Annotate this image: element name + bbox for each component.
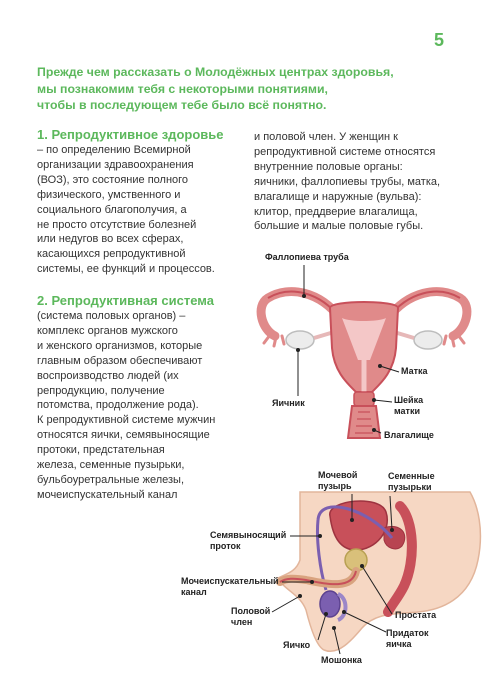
testis xyxy=(320,591,340,617)
section1-heading: 1. Репродуктивное здоровье xyxy=(37,127,224,142)
label-uterus: Матка xyxy=(401,366,428,376)
label-urethra xyxy=(181,576,279,598)
label-seminal-vesicles xyxy=(388,471,435,493)
section1-line: не просто отсутствие болезней xyxy=(37,218,197,231)
section2-line: и женского организмов, которые xyxy=(37,339,203,352)
section2-line: протоки, предстательная xyxy=(37,444,165,457)
label-epididymis-line: Придаток xyxy=(386,628,429,638)
right-line: репродуктивной системе относятся xyxy=(254,145,436,158)
intro-line: мы познакомим тебя с некоторыми понятиями, xyxy=(37,81,328,96)
label-penis xyxy=(231,606,270,628)
label-ovary: Яичник xyxy=(272,398,305,408)
label-scrotum: Мошонка xyxy=(321,655,362,665)
right-line: клитор, преддверие влагалища, xyxy=(254,205,418,218)
label-bladder-line: Мочевой xyxy=(318,470,358,480)
section2-line: железа, семенные пузырьки, xyxy=(37,459,185,472)
right-line: влагалище и наружные (вульва): xyxy=(254,190,422,203)
section2-line: (система половых органов) – xyxy=(37,310,186,322)
intro-line: Прежде чем рассказать о Молодёжных центрах здоровья, xyxy=(37,65,394,79)
section1-line: системы, ее функций и процессов. xyxy=(37,263,215,276)
section2-line: комплекс органов мужского xyxy=(37,324,178,337)
page-number: 5 xyxy=(434,30,445,50)
label-epididymis xyxy=(386,628,429,650)
section2-heading: 2. Репродуктивная система xyxy=(37,293,214,308)
label-penis-line: Половой xyxy=(231,606,271,616)
section2-line: главным образом обеспечивают xyxy=(37,354,203,367)
right-line: яичники, фаллопиевы трубы, матка, xyxy=(254,175,441,188)
right-line: внутренние половые органы: xyxy=(254,160,403,173)
label-urethra-line: Мочеиспускательный xyxy=(181,576,279,586)
label-urethra-line: канал xyxy=(181,587,207,597)
label-prostate: Простата xyxy=(395,610,437,620)
label-vas-deferens-line: проток xyxy=(210,541,241,551)
section2-line: относятся яички, семявыносящие xyxy=(37,429,210,442)
label-penis-line: член xyxy=(231,617,253,627)
right-line: большие и малые половые губы. xyxy=(254,220,424,233)
section2-line: потомства, продолжение рода). xyxy=(37,399,199,412)
label-bladder-line: пузырь xyxy=(318,481,352,491)
section1-line: физического, умственного и xyxy=(37,188,181,201)
section2-line: мочеиспускательный канал xyxy=(37,488,178,501)
section2-line: воспроизводство людей (их xyxy=(37,369,179,382)
section1-line: или недугов во всех сферах, xyxy=(37,233,184,246)
label-testis: Яичко xyxy=(283,640,311,650)
label-seminal-vesicles-line: пузырьки xyxy=(388,482,432,492)
section1-line: организации здравоохранения xyxy=(37,158,194,171)
section1-line: социального благополучия, а xyxy=(37,203,187,216)
label-cervix-line: матки xyxy=(394,406,420,416)
label-seminal-vesicles-line: Семенные xyxy=(388,471,435,481)
section2-line: репродукцию, получение xyxy=(37,384,165,397)
intro-line: чтобы в последующем тебе было всё понятно. xyxy=(37,98,327,113)
section1-line: (ВОЗ), это состояние полного xyxy=(37,173,189,186)
label-fallopian-tube: Фаллопиева труба xyxy=(265,252,349,262)
label-epididymis-line: яичка xyxy=(386,639,412,649)
section1-line: касающихся репродуктивной xyxy=(37,248,186,261)
section2-line: бульбоуретральные железы, xyxy=(37,473,184,486)
label-bladder xyxy=(318,470,357,492)
right-line: и половой член. У женщин к xyxy=(254,131,398,143)
section1-line: – по определению Всемирной xyxy=(37,144,191,156)
label-vagina: Влагалище xyxy=(384,430,434,440)
label-cervix-line: Шейка xyxy=(394,395,424,405)
label-vas-deferens xyxy=(210,530,286,552)
section2-line: К репродуктивной системе мужчин xyxy=(37,414,216,427)
label-vas-deferens-line: Семявыносящий xyxy=(210,530,287,540)
